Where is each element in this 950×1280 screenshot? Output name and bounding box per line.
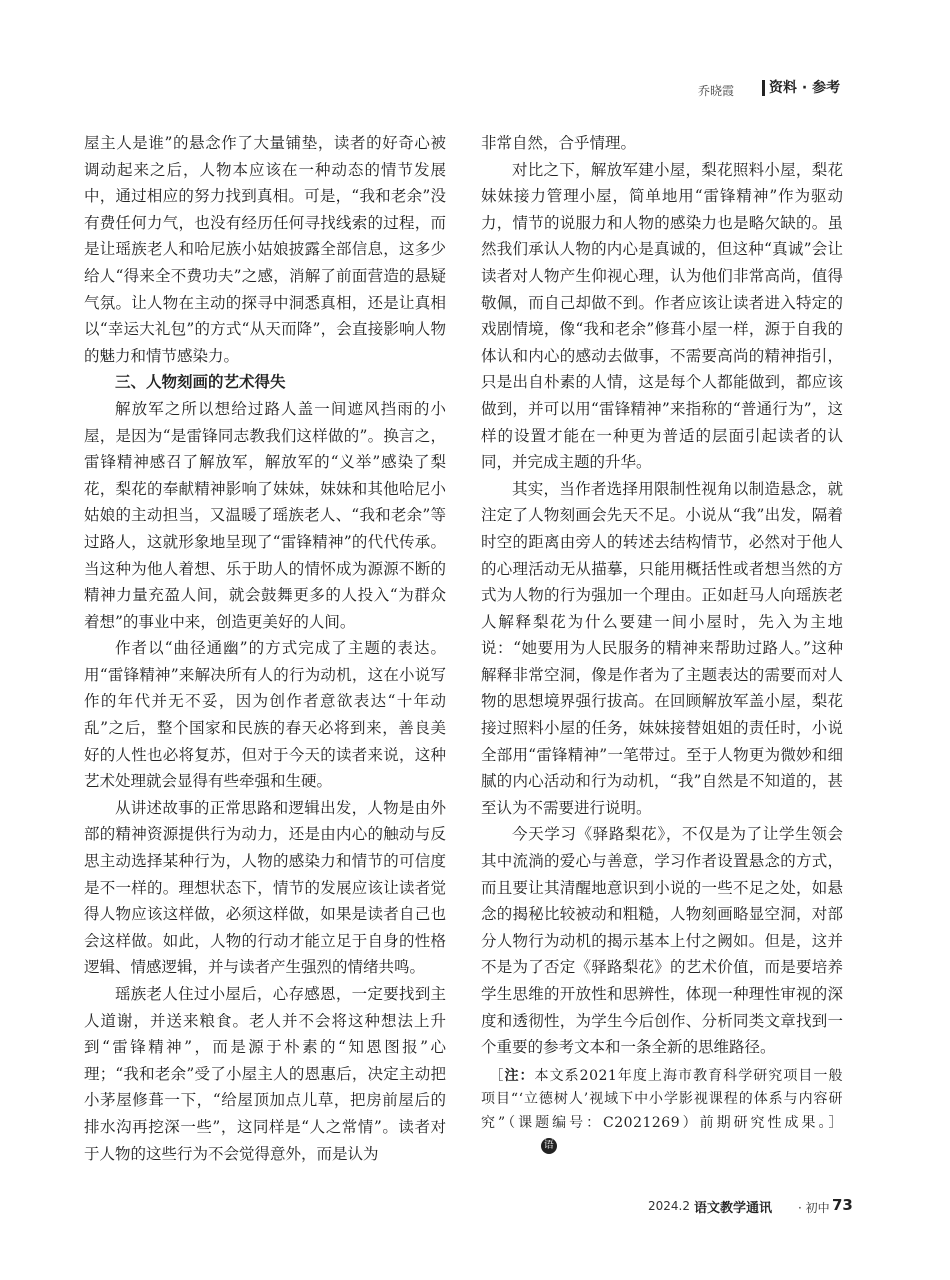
paragraph: 瑶族老人住过小屋后，心存感恩，一定要找到主人道谢，并送来粮食。老人并不会将这种想法上升到“雷锋精神”，而是源于朴素的“知恩图报”心理；“我和老余”受了小屋主人的恩惠后，决定主动把小茅屋修葺一下，“给屋顶加点儿草，把房前屋后的排水沟再挖深一些”，这同样是“人之常情”。读者对于人物的这些行为不会觉得意外，而是认为 — [84, 985, 446, 1163]
paragraph: 对比之下，解放军建小屋，梨花照料小屋，梨花妹妹接力管理小屋，简单地用“雷锋精神”作为驱动力，情节的说服力和人物的感染力也是略欠缺的。虽然我们承认人物的内心是真诚的，但这种“真诚”会让读者对人物产生仰视心理，认为他们非常高尚，值得敬佩，而自己却做不到。作者应该让读者进入特定的戏剧情境，像“我和老余”修葺小屋一样，源于自我的体认和内心的感动去做事，不需要高尚的精神指引，只是出自朴素的人情，这是每个人都能做到，都应该做到，并可以用“雷锋精神”来指称的“普通行为”，这样的设置才能在一种更为普适的层面引起读者的认同，并完成主题的升华。 — [481, 160, 843, 472]
paragraph: 其实，当作者选择用限制性视角以制造悬念，就注定了人物刻画会先天不足。小说从“我”出发，隔着时空的距离由旁人的转述去结构情节，必然对于他人的心理活动无从描摹，只能用概括性或者想当然的方式为人物的行为强加一个理由。正如赶马人向瑶族老人解释梨花为什么要建一间小屋时，先入为主地说：“她要用为人民服务的精神来帮助过路人。”这种解释非常空洞，像是作者为了主题表达的需要而对人物的思想境界强行拔高。在回顾解放军盖小屋，梨花接过照料小屋的任务，妹妹接替姐姐的责任时，小说全部用“雷锋精神”一笔带过。至于人物更为微妙和细腻的内心活动和行为动机，“我”自然是不知道的，甚至认为不需要进行说明。 — [481, 479, 843, 817]
journal-title: 语文教学通讯 — [694, 1201, 773, 1216]
paragraph: 从讲述故事的正常思路和逻辑出发，人物是由外部的精神资源提供行为动力，还是由内心的触动与反思主动选择某种行为，人物的感染力和情节的可信度是不一样的。理想状态下，情节的发展应该让读者觉得人物应该这样做，必须这样做，如果是读者自己也会这样做。如此，人物的行动才能立足于自身的性格逻辑、情感逻辑，并与读者产生强烈的情绪共鸣。 — [84, 798, 446, 977]
section-label: 资料 · 参考 — [762, 80, 840, 96]
paragraph: 今天学习《驿路梨花》，不仅是为了让学生领会其中流淌的爱心与善意，学习作者设置悬念的方式，而且要让其清醒地意识到小说的一些不足之处，如悬念的揭秘比较被动和粗糙，人物刻画略显空洞，对部分人物行为动机的揭示基本上付之阙如。但是，这并不是为了否定《驿路梨花》的艺术价值，而是要培养学生思维的开放性和思辨性，体现一种理性审视的深度和透彻性，为学生今后创作、分析同类文章找到一个重要的参考文本和一条全新的思维路径。 — [481, 825, 843, 1057]
paragraph: 解放军之所以想给过路人盖一间遮风挡雨的小屋，是因为“是雷锋同志教我们这样做的”。换言之，雷锋精神感召了解放军，解放军的“义举”感染了梨花，梨花的奉献精神影响了妹妹，妹妹和其他哈尼小姑娘的主动担当，又温暖了瑶族老人、“我和老余”等过路人，这就形象地呈现了“雷锋精神”的代代传承。当这种为他人着想、乐于助人的情怀成为源源不断的精神力量充盈人间，就会鼓舞更多的人投入“为群众着想”的事业中来，创造更美好的人间。 — [84, 399, 446, 631]
note-bracket: ［ — [489, 1067, 505, 1084]
paragraph: 非常自然，合乎情理。 — [481, 134, 637, 152]
page-header — [0, 80, 950, 104]
right-column — [481, 130, 843, 1159]
section-heading: 三、人物刻画的艺术得失 — [115, 373, 286, 392]
left-column — [84, 130, 446, 1167]
end-mark-icon: 语 — [541, 1138, 557, 1154]
author-name: 乔晓霞 — [698, 84, 735, 98]
page-number: 73 — [832, 1196, 853, 1214]
funding-note — [481, 1065, 843, 1159]
paragraph: 作者以“曲径通幽”的方式完成了主题的表达。用“雷锋精神”来解决所有人的行为动机，这在小说写作的年代并无不妥，因为创作者意欲表达“十年动乱”之后，整个国家和民族的春天必将到来，善良美好的人性也必将复苏，但对于今天的读者来说，这种艺术处理就会显得有些牵强和生硬。 — [84, 639, 446, 791]
page-footer — [0, 1197, 950, 1221]
note-label: 注： — [504, 1067, 535, 1084]
issue-date: 2024.2 — [648, 1199, 690, 1213]
note-text: 本文系2021年度上海市教育科学研究项目一般项目“‘立德树人’视域下中小学影视课程的体系与内容研究”（课题编号：C2021269）前期研究性成果。］ — [481, 1067, 843, 1131]
journal-edition: · 初中 — [798, 1201, 830, 1215]
paragraph: 屋主人是谁”的悬念作了大量铺垫，读者的好奇心被调动起来之后，人物本应该在一种动态的情节发展中，通过相应的努力找到真相。可是，“我和老余”没有费任何力气，也没有经历任何寻找线索的过程，而是让瑶族老人和哈尼族小姑娘披露全部信息，这多少给人“得来全不费功夫”之感，消解了前面营造的悬疑气氛。让人物在主动的探寻中洞悉真相，还是让真相以“幸运大礼包”的方式“从天而降”，会直接影响人物的魅力和情节感染力。 — [84, 134, 446, 365]
